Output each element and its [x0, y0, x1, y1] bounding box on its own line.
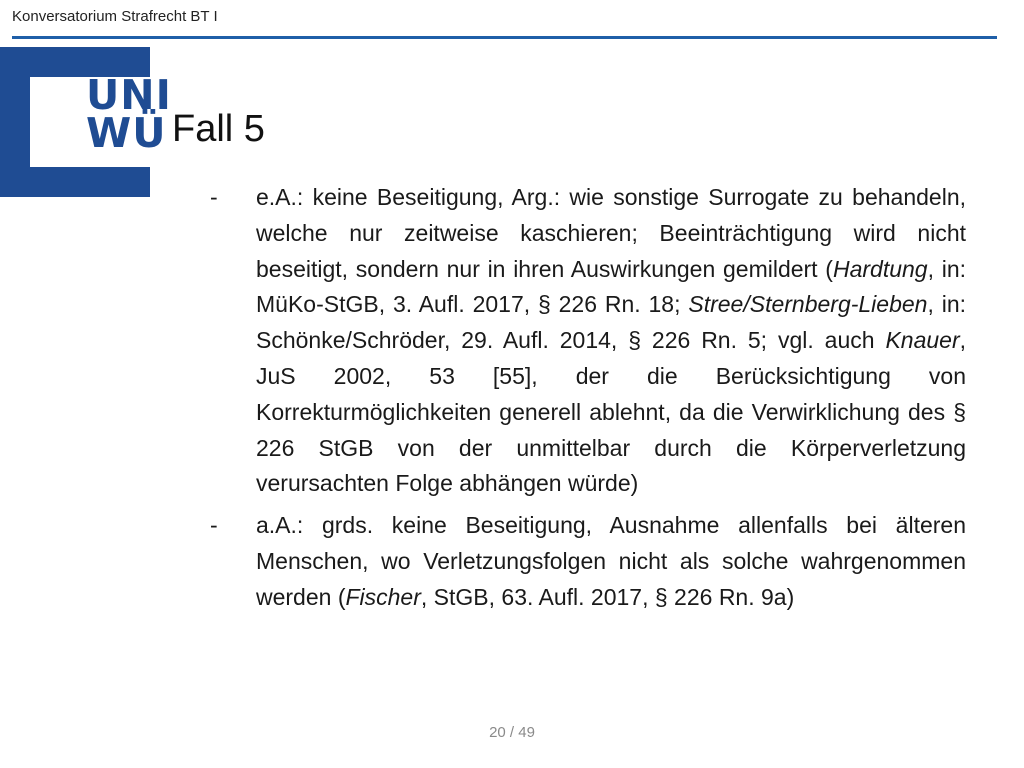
text-segment: , StGB, 63. Aufl. 2017, § 226 Rn. 9a) — [420, 583, 795, 610]
text-segment: , JuS 2002, 53 [55], der die Berücksichtigung von Korrekturmöglichkeiten generell ablehnt, da die Verwirklichung des § 226 StGB von der unmittelbar durch die Körperverletzung verursachten Folge abhängen würde) — [256, 327, 966, 497]
bullet-list — [210, 180, 966, 622]
author-name: Fischer — [345, 583, 421, 610]
text-segment: a.A.: grds. keine Beseitigung, Ausnahme allenfalls bei älteren Menschen, wo Verletzungsfolgen nicht als solche wahrgenommen werden ( — [256, 512, 966, 610]
bullet-dash: - — [210, 512, 218, 539]
text-segment: , in: Schönke/Schröder, 29. Aufl. 2014, § 226 Rn. 5; vgl. auch — [256, 291, 967, 354]
bullet-item — [210, 180, 966, 502]
course-title: Konversatorium Strafrecht BT I — [12, 8, 218, 25]
author-name: Hardtung — [832, 255, 928, 282]
author-name: Stree/Sternberg-Lieben — [688, 291, 928, 318]
text-segment: , in: MüKo-StGB, 3. Aufl. 2017, § 226 Rn. 18; — [256, 255, 966, 318]
author-name: Knauer — [885, 327, 960, 354]
bullet-dash: - — [210, 184, 218, 210]
page-counter: 20 / 49 — [489, 724, 535, 741]
text-segment: e.A.: keine Beseitigung, Arg.: wie sonstige Surrogate zu behandeln, welche nur zeitweise kaschieren; Beeinträchtigung wird nicht beseitigt, sondern nur in ihren Auswirkungen gemildert ( — [256, 184, 966, 282]
bullet-text — [256, 180, 966, 502]
slide-title: Fall 5 — [172, 108, 265, 150]
bullet-item — [210, 508, 966, 615]
logo-wordmark — [86, 71, 172, 157]
logo-line-1: UNI — [86, 71, 172, 119]
logo-line-2: WÜ — [86, 109, 167, 157]
header-divider — [12, 36, 997, 39]
bullet-text — [256, 508, 966, 615]
